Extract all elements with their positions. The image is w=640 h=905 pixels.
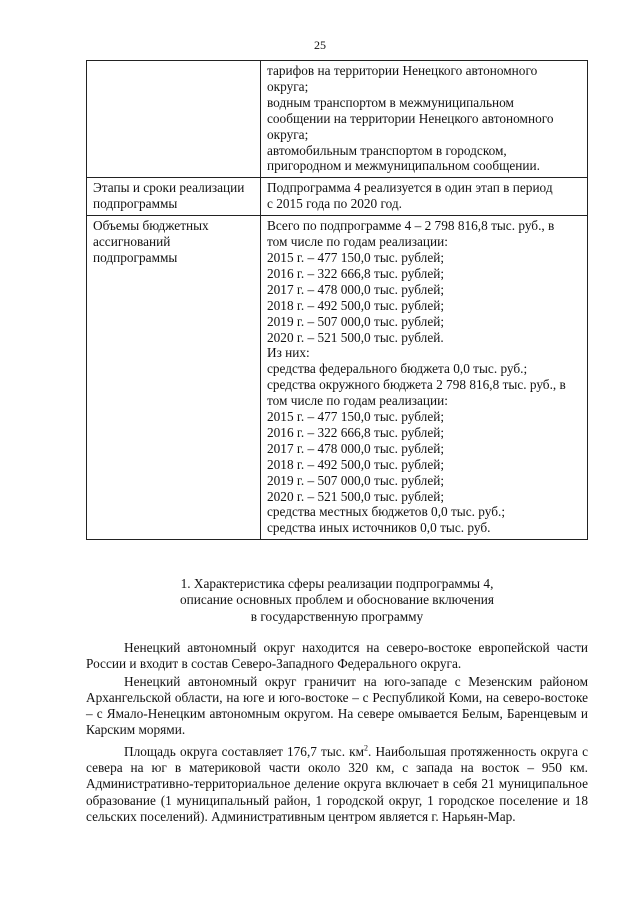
table-text-line: Подпрограмма 4 реализуется в один этап в период [267,180,553,196]
table-label-cell [87,178,261,216]
paragraph-area [86,744,588,825]
table-row-tariffs [87,61,588,178]
subprogram-passport-table [86,60,588,540]
table-content-cell [261,61,588,178]
table-text-line: водным транспортом в межмуниципальном [267,94,514,110]
table-label-line: подпрограммы [93,196,178,212]
table-text-line: Из них: [267,345,310,361]
table-text-line: 2018 г. – 492 500,0 тыс. рублей; [267,456,445,472]
area-text-start: Площадь округа составляет 176,7 тыс. км [124,743,365,759]
table-text-line: Всего по подпрограмме 4 – 2 798 816,8 тыс. руб., в [267,218,555,234]
table-label-line: подпрограммы [93,249,178,265]
table-text-line: пригородном и межмуниципальном сообщении. [267,158,540,174]
table-label-line: ассигнований [93,234,171,250]
table-text-line: 2017 г. – 478 000,0 тыс. рублей; [267,281,445,297]
table-text-line: том числе по годам реализации: [267,393,448,409]
table-label-cell [87,216,261,540]
area-superscript: 2 [364,743,369,753]
table-text-line: средства иных источников 0,0 тыс. руб. [267,520,491,536]
table-text-line: 2018 г. – 492 500,0 тыс. рублей; [267,297,445,313]
table-text-line: с 2015 года по 2020 год. [267,196,403,212]
table-text-line: 2020 г. – 521 500,0 тыс. рублей; [267,488,445,504]
table-content-cell [261,216,588,540]
table-text-line: 2016 г. – 322 666,8 тыс. рублей; [267,424,445,440]
table-text-line: 2015 г. – 477 150,0 тыс. рублей; [267,409,445,425]
table-text-line: автомобильным транспортом в городском, [267,142,507,158]
table-text-line: 2017 г. – 478 000,0 тыс. рублей; [267,440,445,456]
section-heading-line: в государственную программу [250,608,424,624]
table-text-line: 2020 г. – 521 500,0 тыс. рублей. [267,329,444,345]
table-text-line: 2019 г. – 507 000,0 тыс. рублей; [267,313,445,329]
table-text-line: сообщении на территории Ненецкого автономного [267,110,554,126]
area-text-rest: . Наибольшая протяженность округа с севера на юг в материковой части около 320 км, с запада на восток – 950 км. Административно-территориальное деление округа включает в себя 21 муниципальное образование (1 муниципальный район, 1 городской округ, 1 городское поселение и 18 сельских поселений). Административным центром является г. Нарьян-Мар. [86,743,588,824]
table-label-line: Этапы и сроки реализации [93,180,245,196]
page-number: 25 [314,38,326,52]
section-heading-line: 1. Характеристика сферы реализации подпрограммы 4, [180,576,494,591]
body-text [86,640,588,825]
table-text-line: 2015 г. – 477 150,0 тыс. рублей; [267,249,445,265]
table-text-line: 2019 г. – 507 000,0 тыс. рублей; [267,472,445,488]
section-heading [86,576,588,625]
table-text-line: том числе по годам реализации: [267,234,448,250]
table-row-stages [87,178,588,216]
table-text-line: средства местных бюджетов 0,0 тыс. руб.; [267,504,506,520]
table-row-budget [87,216,588,540]
table-text-line: округа; [267,126,309,142]
table-text-line: 2016 г. – 322 666,8 тыс. рублей; [267,265,445,281]
table-text-line: тарифов на территории Ненецкого автономного [267,63,538,78]
paragraph-borders: Ненецкий автономный округ граничит на юго-западе с Мезенским районом Архангельской области, на юге и юго-востоке – с Республикой Коми, на северо-востоке – с Ямало-Ненецким автономным округом. На севере омывается Белым, Баренцевым и Карским морями. [86,673,588,738]
table-text-line: округа; [267,78,309,94]
table-label-line: Объемы бюджетных [93,218,209,234]
section-heading-line: описание основных проблем и обоснование включения [179,592,495,608]
table-label-cell [87,61,261,178]
table-content-cell [261,178,588,216]
paragraph-location: Ненецкий автономный округ находится на северо-востоке европейской части России и входит в состав Северо-Западного Федерального округа. [86,640,588,672]
table-text-line: средства окружного бюджета 2 798 816,8 тыс. руб., в [267,377,566,393]
table-text-line: средства федерального бюджета 0,0 тыс. руб.; [267,361,528,377]
